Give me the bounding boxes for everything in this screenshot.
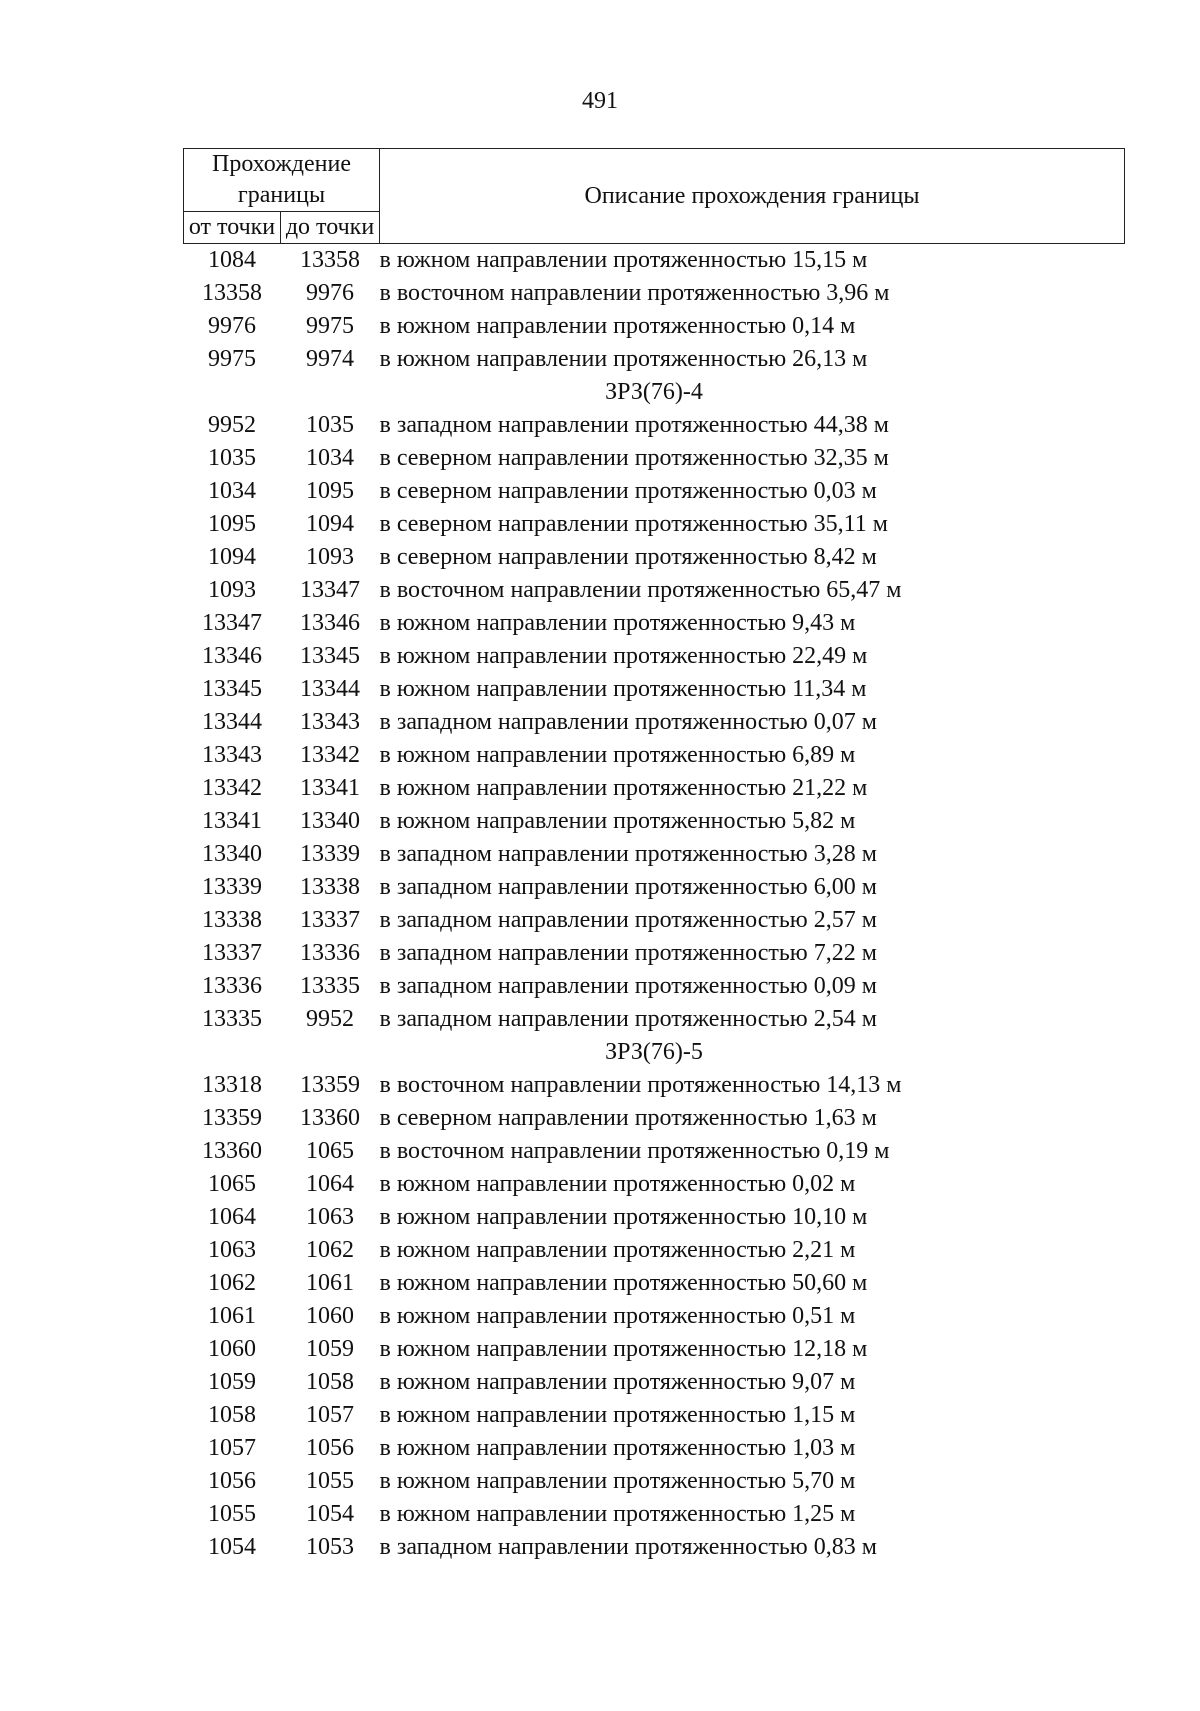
table-row — [184, 904, 1125, 937]
table-row — [184, 541, 1125, 574]
to-point-cell: 13343 — [300, 709, 360, 735]
to-point-cell: 13341 — [300, 775, 360, 801]
to-point-cell: 1034 — [306, 445, 354, 471]
table-row — [184, 1003, 1125, 1036]
to-point-cell: 9974 — [306, 346, 354, 372]
from-point-cell: 13339 — [202, 874, 262, 900]
description-cell: в западном направлении протяженностью 2,54 м — [379, 1006, 877, 1032]
table-row — [184, 442, 1125, 475]
table-row — [184, 1168, 1125, 1201]
from-point-cell: 13347 — [202, 610, 262, 636]
table-row — [184, 1432, 1125, 1465]
from-point-cell: 9952 — [208, 412, 256, 438]
description-cell: в северном направлении протяженностью 32,35 м — [379, 445, 889, 471]
description-cell: в западном направлении протяженностью 0,09 м — [379, 973, 877, 999]
table-row — [184, 937, 1125, 970]
from-point-cell: 13359 — [202, 1105, 262, 1131]
to-point-cell: 1059 — [306, 1336, 354, 1362]
to-point-cell: 1094 — [306, 511, 354, 537]
description-cell: в южном направлении протяженностью 11,34 м — [379, 676, 867, 702]
table-row — [184, 1399, 1125, 1432]
page-number: 491 — [582, 88, 618, 114]
table-row — [184, 310, 1125, 343]
header-from-point: от точки — [184, 212, 281, 244]
from-point-cell: 13344 — [202, 709, 262, 735]
from-point-cell: 13360 — [202, 1138, 262, 1164]
description-cell: в восточном направлении протяженностью 0,19 м — [379, 1138, 890, 1164]
from-point-cell: 13335 — [202, 1006, 262, 1032]
to-point-cell: 9975 — [306, 313, 354, 339]
from-point-cell: 13343 — [202, 742, 262, 768]
from-point-cell: 1061 — [208, 1303, 256, 1329]
from-point-cell: 1034 — [208, 478, 256, 504]
description-cell: в южном направлении протяженностью 50,60 м — [379, 1270, 868, 1296]
table-row — [184, 673, 1125, 706]
description-cell: в южном направлении протяженностью 5,70 м — [379, 1468, 856, 1494]
section-heading: ЗРЗ(76)-5 — [605, 1039, 703, 1065]
table-body — [184, 244, 1125, 1565]
table-row — [184, 1267, 1125, 1300]
table-row — [184, 343, 1125, 376]
from-point-cell: 1063 — [208, 1237, 256, 1263]
table-row — [184, 607, 1125, 640]
description-cell: в южном направлении протяженностью 1,15 м — [379, 1402, 856, 1428]
to-point-cell: 13359 — [300, 1072, 360, 1098]
to-point-cell: 13336 — [300, 940, 360, 966]
to-point-cell: 13345 — [300, 643, 360, 669]
to-point-cell: 13335 — [300, 973, 360, 999]
description-cell: в западном направлении протяженностью 0,83 м — [379, 1534, 877, 1560]
description-cell: в южном направлении протяженностью 9,07 м — [379, 1369, 856, 1395]
section-heading: ЗРЗ(76)-4 — [605, 379, 703, 405]
description-cell: в южном направлении протяженностью 1,25 м — [379, 1501, 856, 1527]
from-point-cell: 13338 — [202, 907, 262, 933]
to-point-cell: 13340 — [300, 808, 360, 834]
description-cell: в южном направлении протяженностью 9,43 м — [379, 610, 856, 636]
table-row — [184, 277, 1125, 310]
description-cell: в северном направлении протяженностью 35,11 м — [379, 511, 888, 537]
to-point-cell: 1064 — [306, 1171, 354, 1197]
to-point-cell: 1063 — [306, 1204, 354, 1230]
description-cell: в восточном направлении протяженностью 3,96 м — [379, 280, 890, 306]
to-point-cell: 1055 — [306, 1468, 354, 1494]
to-point-cell: 13344 — [300, 676, 360, 702]
to-point-cell: 1058 — [306, 1369, 354, 1395]
description-cell: в западном направлении протяженностью 7,22 м — [379, 940, 877, 966]
from-point-cell: 9975 — [208, 346, 256, 372]
from-point-cell: 13342 — [202, 775, 262, 801]
to-point-cell: 13342 — [300, 742, 360, 768]
from-point-cell: 1065 — [208, 1171, 256, 1197]
section-heading-row — [184, 376, 1125, 409]
from-point-cell: 13340 — [202, 841, 262, 867]
description-cell: в северном направлении протяженностью 0,03 м — [379, 478, 877, 504]
section-heading-row — [184, 1036, 1125, 1069]
table-row — [184, 739, 1125, 772]
to-point-cell: 1093 — [306, 544, 354, 570]
to-point-cell: 1056 — [306, 1435, 354, 1461]
table-row — [184, 1366, 1125, 1399]
to-point-cell: 1057 — [306, 1402, 354, 1428]
from-point-cell: 13318 — [202, 1072, 262, 1098]
to-point-cell: 13339 — [300, 841, 360, 867]
table-row — [184, 1300, 1125, 1333]
description-cell: в южном направлении протяженностью 0,14 м — [379, 313, 856, 339]
to-point-cell: 1054 — [306, 1501, 354, 1527]
description-cell: в южном направлении протяженностью 6,89 м — [379, 742, 856, 768]
table-row — [184, 475, 1125, 508]
description-cell: в западном направлении протяженностью 0,07 м — [379, 709, 877, 735]
description-cell: в восточном направлении протяженностью 65,47 м — [379, 577, 902, 603]
to-point-cell: 13358 — [300, 247, 360, 273]
description-cell: в западном направлении протяженностью 2,57 м — [379, 907, 877, 933]
header-passage: Прохождение границы — [184, 149, 380, 212]
from-point-cell: 1054 — [208, 1534, 256, 1560]
from-point-cell: 1095 — [208, 511, 256, 537]
table-row — [184, 574, 1125, 607]
table-row — [184, 706, 1125, 739]
from-point-cell: 1064 — [208, 1204, 256, 1230]
from-point-cell: 13337 — [202, 940, 262, 966]
from-point-cell: 1035 — [208, 445, 256, 471]
from-point-cell: 13358 — [202, 280, 262, 306]
to-point-cell: 1060 — [306, 1303, 354, 1329]
from-point-cell: 13341 — [202, 808, 262, 834]
from-point-cell: 13346 — [202, 643, 262, 669]
from-point-cell: 1084 — [208, 247, 256, 273]
table-row — [184, 838, 1125, 871]
description-cell: в южном направлении протяженностью 5,82 м — [379, 808, 856, 834]
table-row — [184, 772, 1125, 805]
from-point-cell: 1059 — [208, 1369, 256, 1395]
description-cell: в южном направлении протяженностью 2,21 м — [379, 1237, 856, 1263]
description-cell: в западном направлении протяженностью 44,38 м — [379, 412, 889, 438]
from-point-cell: 1062 — [208, 1270, 256, 1296]
header-to-point: до точки — [281, 212, 380, 244]
table-row — [184, 508, 1125, 541]
from-point-cell: 13336 — [202, 973, 262, 999]
header-description: Описание прохождения границы — [380, 149, 1125, 244]
from-point-cell: 1060 — [208, 1336, 256, 1362]
description-cell: в южном направлении протяженностью 12,18 м — [379, 1336, 868, 1362]
to-point-cell: 1095 — [306, 478, 354, 504]
to-point-cell: 13360 — [300, 1105, 360, 1131]
table-header — [184, 149, 1125, 244]
table-row — [184, 1135, 1125, 1168]
from-point-cell: 1057 — [208, 1435, 256, 1461]
description-cell: в южном направлении протяженностью 22,49 м — [379, 643, 868, 669]
table-row — [184, 1102, 1125, 1135]
description-cell: в южном направлении протяженностью 21,22 м — [379, 775, 868, 801]
description-cell: в западном направлении протяженностью 6,00 м — [379, 874, 877, 900]
table-row — [184, 1465, 1125, 1498]
description-cell: в западном направлении протяженностью 3,28 м — [379, 841, 877, 867]
to-point-cell: 9952 — [306, 1006, 354, 1032]
from-point-cell: 9976 — [208, 313, 256, 339]
table-row — [184, 871, 1125, 904]
description-cell: в северном направлении протяженностью 8,42 м — [379, 544, 877, 570]
to-point-cell: 13337 — [300, 907, 360, 933]
to-point-cell: 13338 — [300, 874, 360, 900]
table-row — [184, 1333, 1125, 1366]
to-point-cell: 1053 — [306, 1534, 354, 1560]
table-row — [184, 805, 1125, 838]
from-point-cell: 1055 — [208, 1501, 256, 1527]
to-point-cell: 1062 — [306, 1237, 354, 1263]
to-point-cell: 9976 — [306, 280, 354, 306]
from-point-cell: 1056 — [208, 1468, 256, 1494]
to-point-cell: 1061 — [306, 1270, 354, 1296]
table-row — [184, 1069, 1125, 1102]
description-cell: в южном направлении протяженностью 0,02 м — [379, 1171, 856, 1197]
table-row — [184, 244, 1125, 278]
description-cell: в южном направлении протяженностью 26,13 м — [379, 346, 868, 372]
to-point-cell: 1035 — [306, 412, 354, 438]
description-cell: в южном направлении протяженностью 1,03 м — [379, 1435, 856, 1461]
description-cell: в южном направлении протяженностью 0,51 м — [379, 1303, 856, 1329]
from-point-cell: 1058 — [208, 1402, 256, 1428]
description-cell: в южном направлении протяженностью 15,15 м — [379, 247, 868, 273]
table-row — [184, 640, 1125, 673]
description-cell: в северном направлении протяженностью 1,63 м — [379, 1105, 877, 1131]
to-point-cell: 1065 — [306, 1138, 354, 1164]
table-row — [184, 409, 1125, 442]
from-point-cell: 1093 — [208, 577, 256, 603]
table-row — [184, 1201, 1125, 1234]
from-point-cell: 13345 — [202, 676, 262, 702]
from-point-cell: 1094 — [208, 544, 256, 570]
description-cell: в восточном направлении протяженностью 14,13 м — [379, 1072, 902, 1098]
boundary-table — [183, 148, 1125, 1564]
table-row — [184, 1531, 1125, 1564]
to-point-cell: 13346 — [300, 610, 360, 636]
table-row — [184, 1498, 1125, 1531]
table-row — [184, 1234, 1125, 1267]
description-cell: в южном направлении протяженностью 10,10 м — [379, 1204, 868, 1230]
table-row — [184, 970, 1125, 1003]
to-point-cell: 13347 — [300, 577, 360, 603]
